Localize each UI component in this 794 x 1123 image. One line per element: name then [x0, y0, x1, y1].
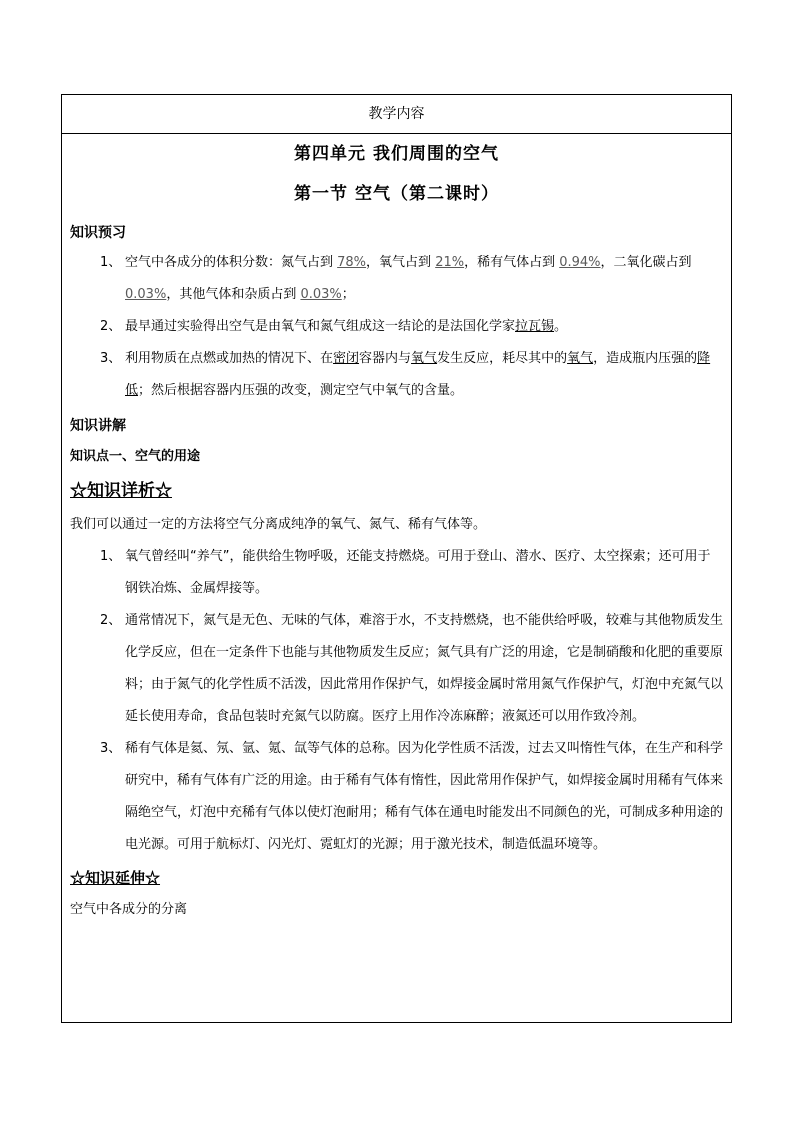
blank-answer: 21% — [435, 255, 465, 270]
table-header: 教学内容 — [62, 95, 731, 134]
section-title: 第一节 空气（第二课时） — [294, 184, 499, 204]
extension-text: 空气中各成分的分离 — [70, 902, 188, 917]
unit-title: 第四单元 我们周围的空气 — [294, 144, 499, 164]
blank-answer: 0.03% — [300, 287, 342, 302]
knowledge-point-1: 知识点一、空气的用途 — [70, 449, 201, 464]
preview-heading: 知识预习 — [70, 225, 126, 241]
detail-heading: ☆知识详析☆ — [70, 481, 172, 501]
preview-item-2: 2、 最早通过实验得出空气是由氧气和氮气组成这一结论的是法国化学家拉瓦锡。 — [100, 319, 568, 334]
detail-item-1: 1、 氧气曾经叫“养气”，能供给生物呼吸，还能支持燃烧。可用于登山、潜水、医疗、太空探索；还可用于钢铁冶炼、金属焊接等。 — [100, 549, 711, 596]
preview-item-3: 3、 利用物质在点燃或加热的情况下、在密闭容器内与氧气发生反应，耗尽其中的氧气，造成瓶内压强的降低；然后根据容器内压强的改变，测定空气中氧气的含量。 — [100, 351, 711, 398]
content-cell — [62, 143, 731, 925]
blank-answer: 0.94% — [559, 255, 601, 270]
detail-item-3: 3、 稀有气体是氦、氖、氩、氪、氙等气体的总称。因为化学性质不活泼，过去又叫惰性气体，在生产和科学研究中，稀有气体有广泛的用途。由于稀有气体有惰性，因此常用作保护气，如焊接金属时用稀有气体来隔绝空气，灯泡中充稀有气体以使灯泡耐用；稀有气体在通电时能发出不同颜色的光，可制成多种用途的电光源。可用于航标灯、闪光灯、霓虹灯的光源；用于激光技术，制造低温环境等。 — [100, 741, 724, 852]
blank-answer: 氧气 — [567, 351, 594, 366]
preview-item-1: 1、 空气中各成分的体积分数：氮气占到 78%，氧气占到 21%，稀有气体占到 0.94%，二氧化碳占到 0.03%，其他气体和杂质占到 0.03%； — [100, 255, 692, 302]
lecture-heading: 知识讲解 — [70, 418, 126, 434]
blank-answer: 拉瓦锡 — [515, 319, 555, 334]
extension-heading: ☆知识延伸☆ — [70, 869, 161, 887]
blank-answer: 78% — [337, 255, 367, 270]
blank-answer: 降低 — [125, 351, 711, 398]
blank-answer: 密闭 — [333, 351, 360, 366]
detail-item-2: 2、 通常情况下，氮气是无色、无味的气体，难溶于水，不支持燃烧，也不能供给呼吸，较难与其他物质发生化学反应，但在一定条件下也能与其他物质发生反应；氮气具有广泛的用途，它是制硝酸和化肥的重要原料；由于氮气的化学性质不活泼，因此常用作保护气，如焊接金属时常用氮气作保护气，灯泡中充氮气以延长使用寿命，食品包装时充氮气以防腐。医疗上用作冷冻麻醉；液氮还可以用作致冷剂。 — [100, 613, 724, 724]
intro-text: 我们可以通过一定的方法将空气分离成纯净的氧气、氮气、稀有气体等。 — [70, 517, 487, 532]
blank-answer: 氧气 — [411, 351, 438, 366]
blank-answer: 0.03% — [125, 287, 167, 302]
lesson-table — [61, 94, 732, 1023]
